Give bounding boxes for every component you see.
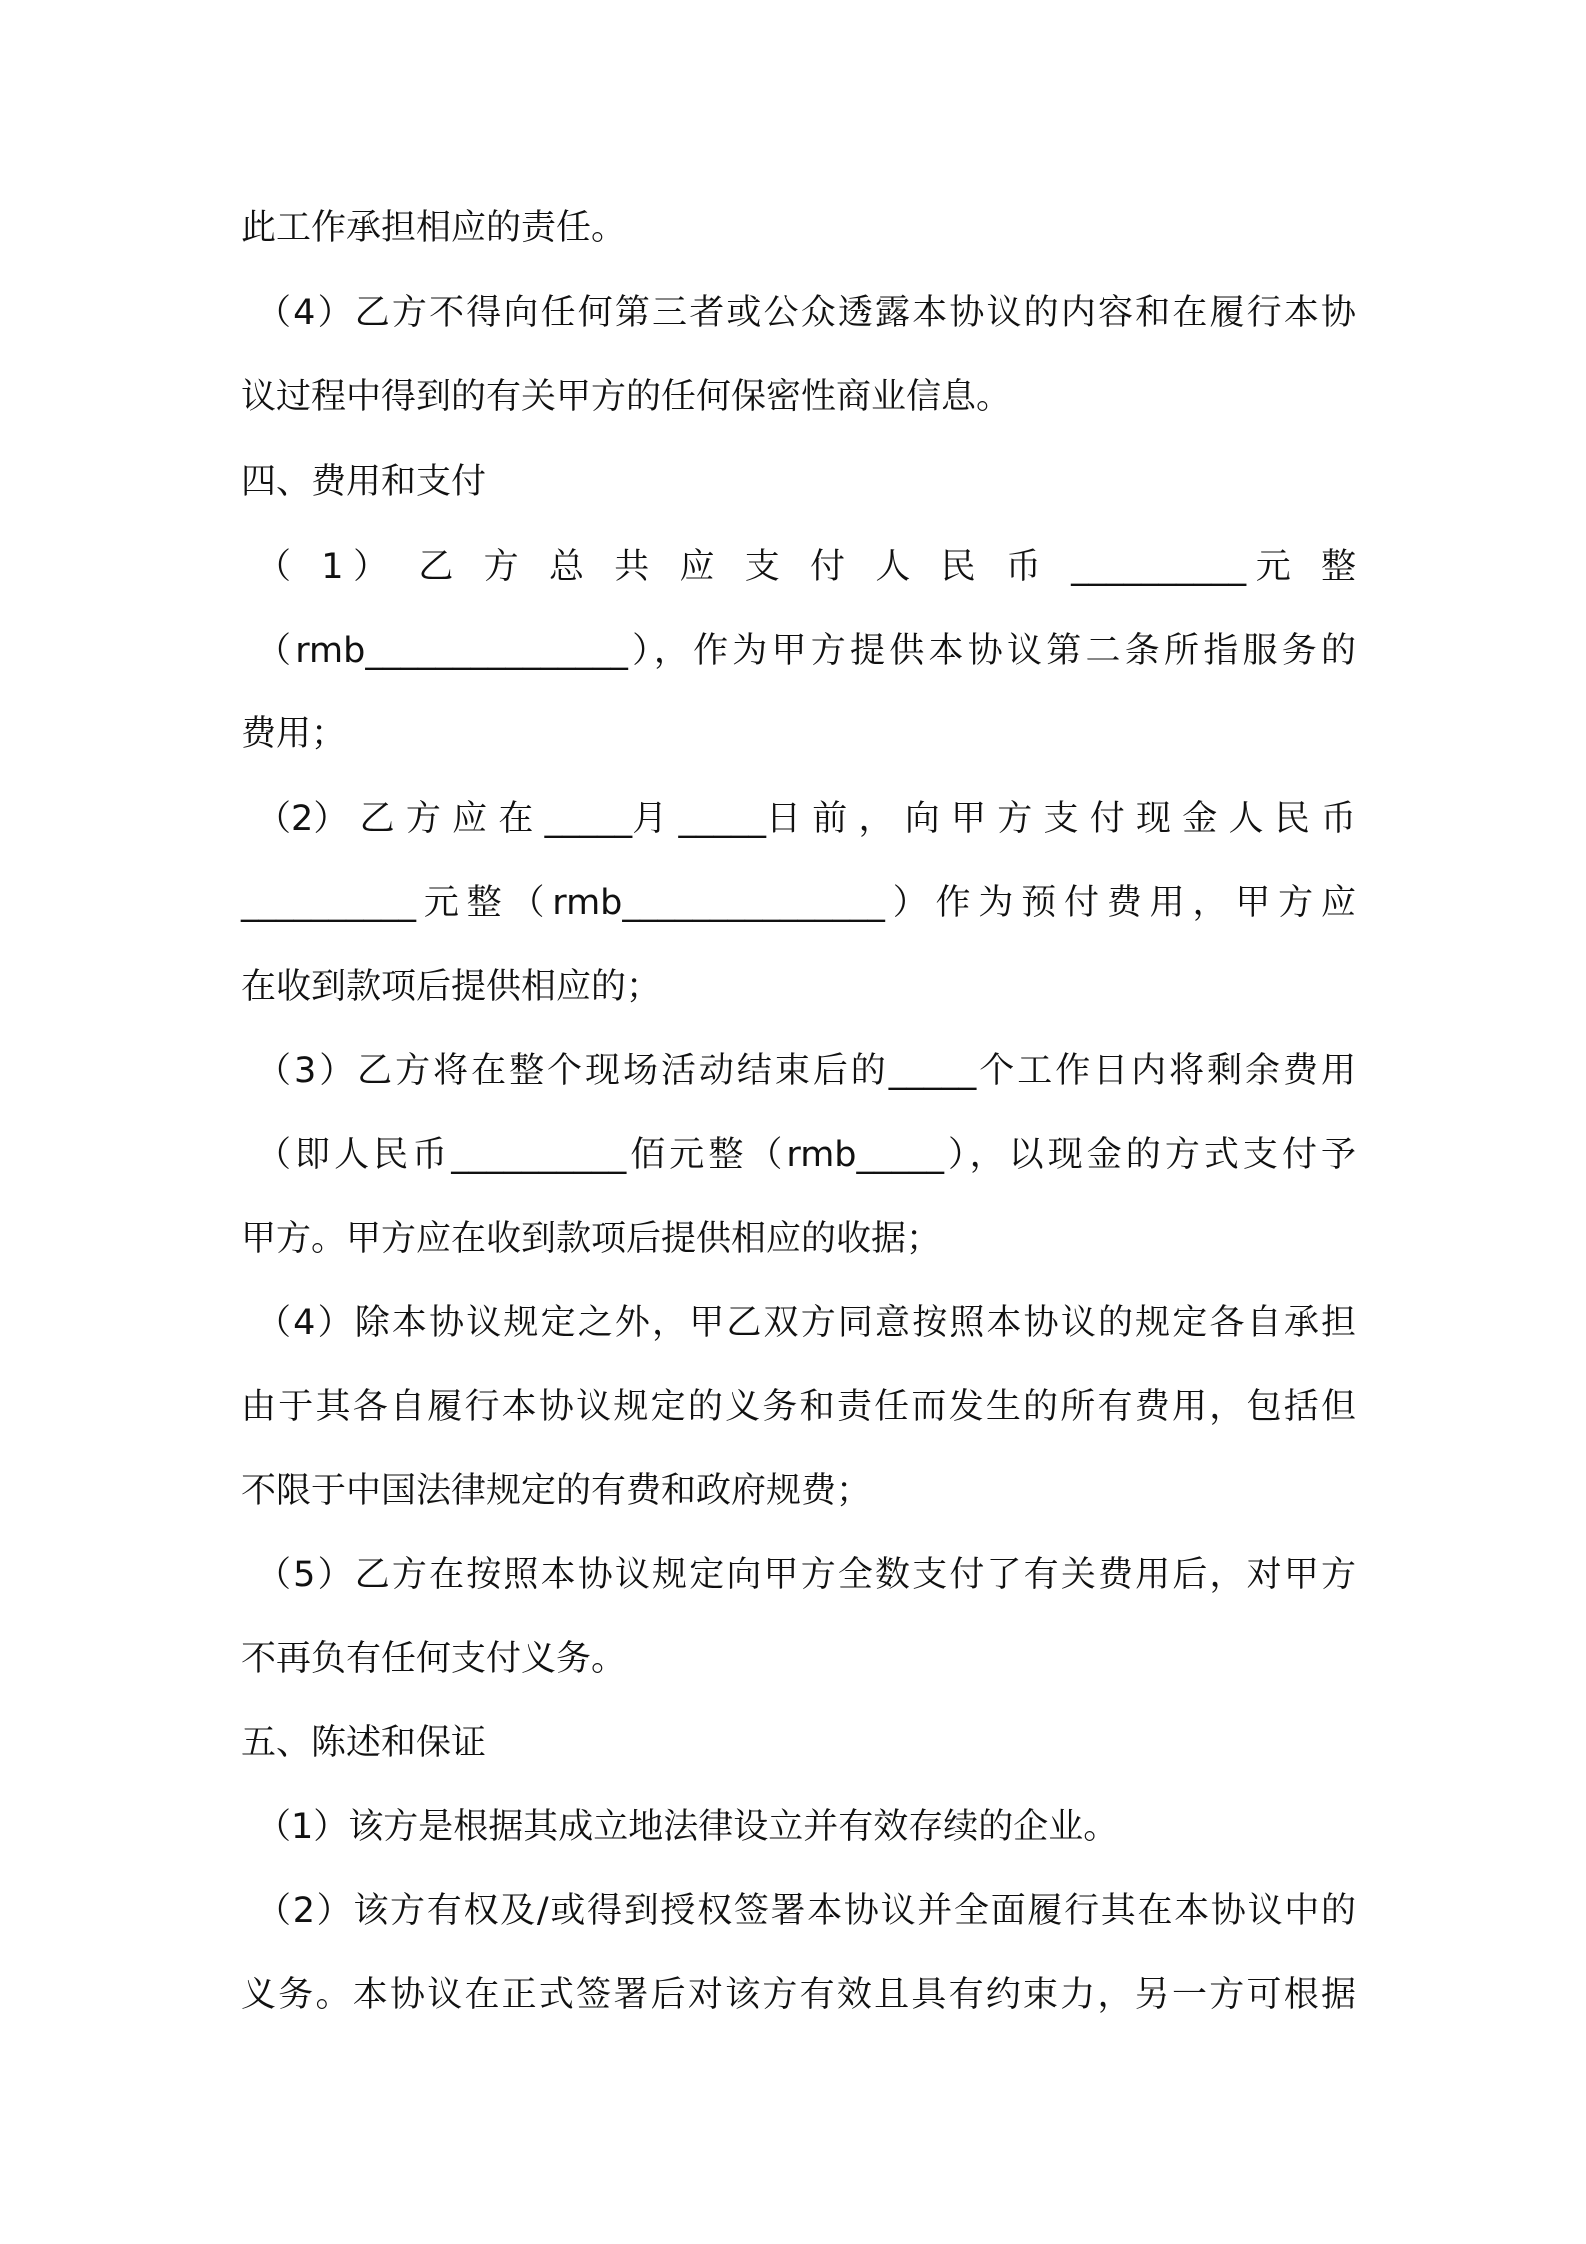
text-line: __________元整（rmb_______________）作为预付费用，甲方应 xyxy=(241,883,1356,923)
section-heading: 五、陈述和保证 xyxy=(241,1723,487,1763)
text-line: （1）该方是根据其成立地法律设立并有效存续的企业。 xyxy=(256,1807,1119,1847)
text-line: （rmb_______________），作为甲方提供本协议第二条所指服务的 xyxy=(256,631,1356,671)
text-line: 由于其各自履行本协议规定的义务和责任而发生的所有费用，包括但 xyxy=(241,1387,1356,1427)
text-line: 不再负有任何支付义务。 xyxy=(241,1639,627,1679)
text-line: （ 1） 乙 方 总 共 应 支 付 人 民 币 __________元 整 xyxy=(256,547,1356,587)
text-line: 费用； xyxy=(241,714,347,754)
text-line: 议过程中得到的有关甲方的任何保密性商业信息。 xyxy=(241,377,1012,417)
text-line: （3）乙方将在整个现场活动结束后的_____个工作日内将剩余费用 xyxy=(256,1051,1356,1091)
text-line: 义务。本协议在正式签署后对该方有效且具有约束力，另一方可根据 xyxy=(241,1975,1356,2015)
text-line: （2）该方有权及/或得到授权签署本协议并全面履行其在本协议中的 xyxy=(256,1891,1356,1931)
text-line: 此工作承担相应的责任。 xyxy=(241,208,627,248)
text-line: （即人民币__________佰元整（rmb_____），以现金的方式支付予 xyxy=(256,1135,1356,1175)
text-line: 在收到款项后提供相应的； xyxy=(241,967,662,1007)
text-line: （2） 乙 方 应 在 _____月 _____日 前 ， 向 甲 方 支 付 现 金 人 民 币 xyxy=(256,799,1356,839)
text-line: 不限于中国法律规定的有费和政府规费； xyxy=(241,1471,872,1511)
text-line: （4）除本协议规定之外，甲乙双方同意按照本协议的规定各自承担 xyxy=(256,1303,1356,1343)
text-line: （4）乙方不得向任何第三者或公众透露本协议的内容和在履行本协 xyxy=(256,293,1356,333)
text-line: 甲方。甲方应在收到款项后提供相应的收据； xyxy=(241,1219,942,1259)
section-heading: 四、费用和支付 xyxy=(241,462,487,502)
text-line: （5）乙方在按照本协议规定向甲方全数支付了有关费用后，对甲方 xyxy=(256,1555,1356,1595)
